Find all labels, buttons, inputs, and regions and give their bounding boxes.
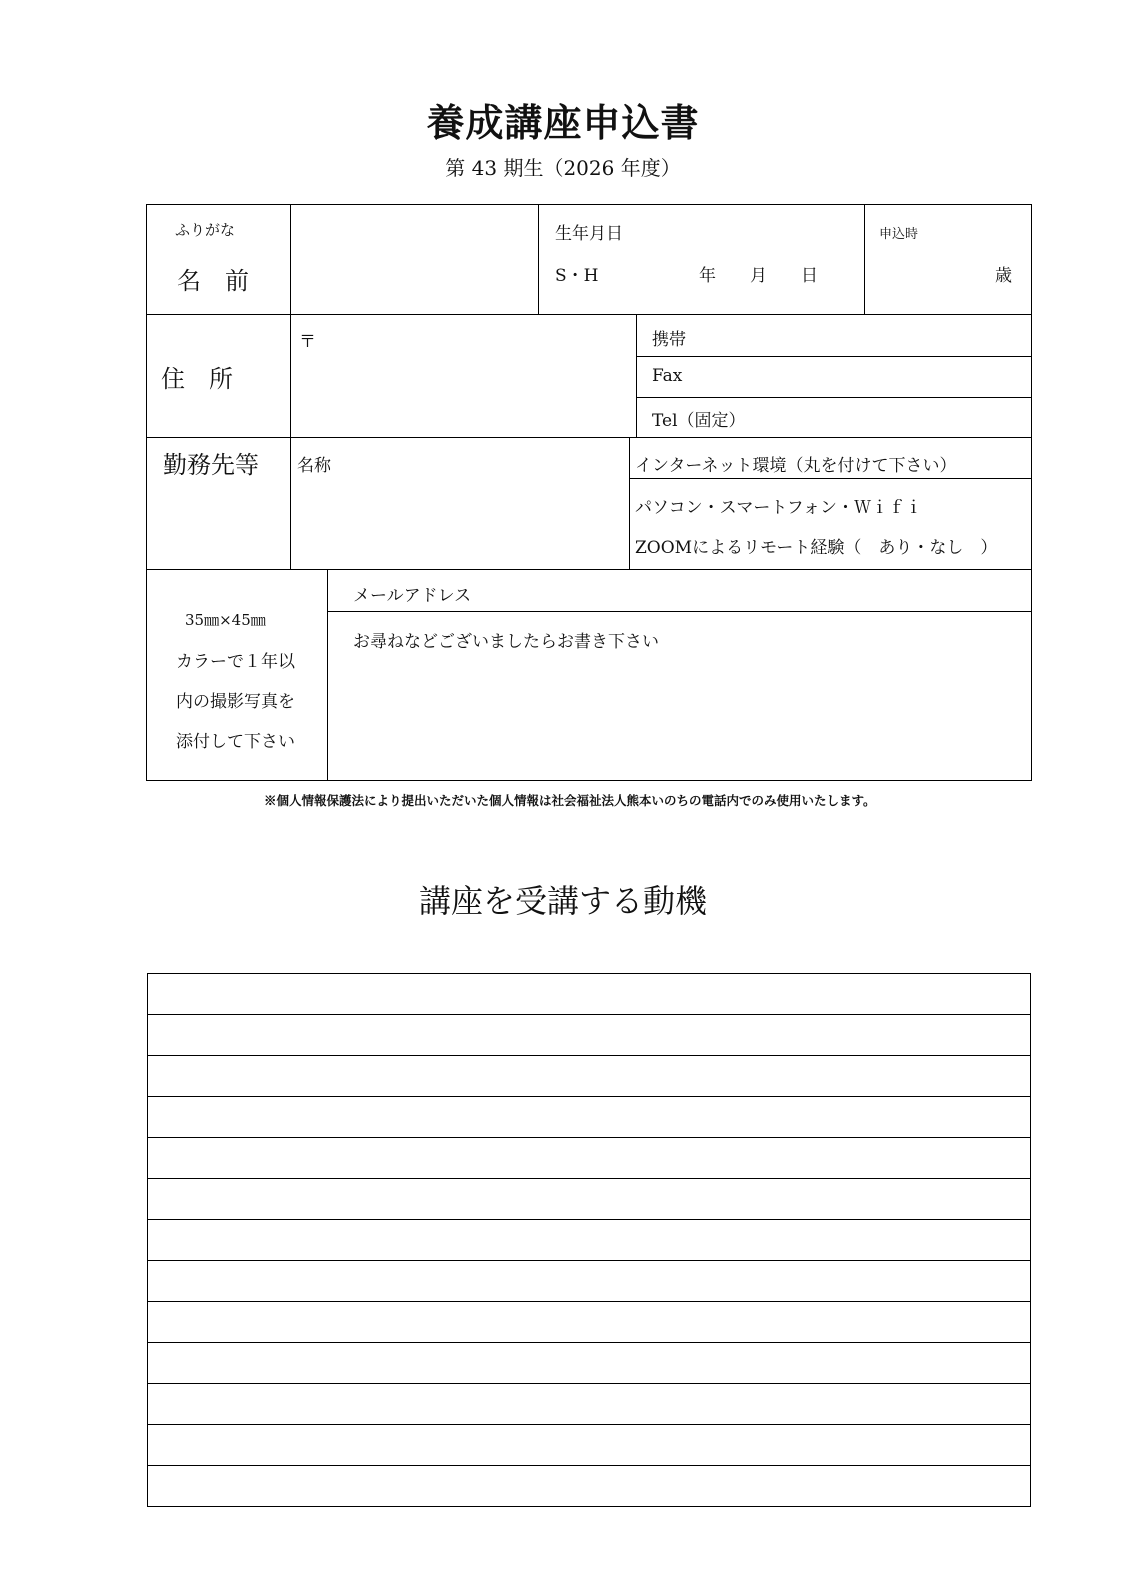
email-input[interactable] <box>507 571 1029 609</box>
address-label: 住 所 <box>161 365 233 393</box>
furigana-label: ふりがな <box>175 221 236 239</box>
tel-label: Tel（固定） <box>652 411 746 431</box>
photo-instruction-line: 添付して下さい <box>176 732 295 752</box>
birthdate-input[interactable] <box>540 245 862 312</box>
photo-size-note: 35㎜×45㎜ <box>185 611 266 629</box>
motive-line[interactable] <box>148 1138 1030 1179</box>
motive-section-title: 講座を受講する動機 <box>418 882 707 920</box>
internet-label: インターネット環境（丸を付けて下さい） <box>635 456 957 476</box>
page-title: 養成講座申込書 <box>426 100 700 145</box>
workplace-name-label: 名称 <box>297 456 331 476</box>
birthdate-label: 生年月日 <box>555 224 623 244</box>
photo-instruction-line: カラーで１年以 <box>176 652 295 672</box>
day-label: 日 <box>801 266 818 286</box>
motive-line[interactable] <box>148 1220 1030 1261</box>
mobile-label: 携帯 <box>652 330 686 350</box>
inquiry-label: お尋ねなどございましたらお書き下さい <box>353 632 659 652</box>
fax-input[interactable] <box>707 358 1029 395</box>
age-at-application-label: 申込時 <box>879 227 919 242</box>
email-label: メールアドレス <box>353 586 472 606</box>
tel-input[interactable] <box>757 399 1029 435</box>
fax-label: Fax <box>652 366 683 386</box>
privacy-note: ※個人情報保護法により提出いただいた個人情報は社会福祉法人熊本いのちの電話内でのみ使用いたします。 <box>264 793 876 808</box>
workplace-name-input[interactable] <box>342 439 626 567</box>
motive-line[interactable] <box>148 1384 1030 1425</box>
workplace-label: 勤務先等 <box>163 451 259 479</box>
motive-line[interactable] <box>148 1466 1030 1506</box>
inquiry-input[interactable] <box>329 655 1029 779</box>
address-input[interactable] <box>319 317 633 434</box>
year-label: 年 <box>699 266 716 286</box>
photo-box <box>147 571 327 780</box>
name-label: 名 前 <box>177 267 249 295</box>
era-label: S・H <box>555 266 599 286</box>
age-unit-label: 歳 <box>995 266 1012 286</box>
internet-options[interactable]: パソコン・スマートフォン・Ｗｉｆｉ <box>635 498 922 518</box>
motive-line[interactable] <box>148 1179 1030 1220</box>
month-label: 月 <box>750 266 767 286</box>
motive-line[interactable] <box>148 1261 1030 1302</box>
photo-instruction-line: 内の撮影写真を <box>176 692 295 712</box>
page-subtitle: 第 43 期生（2026 年度） <box>445 156 681 180</box>
mobile-input[interactable] <box>707 316 1029 354</box>
postal-mark: 〒 <box>299 332 316 352</box>
age-input[interactable] <box>866 245 986 312</box>
motive-line[interactable] <box>148 1097 1030 1138</box>
motive-line[interactable] <box>148 1302 1030 1343</box>
application-form-table <box>146 204 1032 781</box>
motive-line[interactable] <box>148 1343 1030 1384</box>
motive-line[interactable] <box>148 1425 1030 1466</box>
motive-line[interactable] <box>148 974 1030 1015</box>
motive-writing-area[interactable] <box>147 973 1031 1507</box>
motive-line[interactable] <box>148 1015 1030 1056</box>
name-input[interactable] <box>292 207 536 312</box>
motive-line[interactable] <box>148 1056 1030 1097</box>
zoom-experience-label[interactable]: ZOOMによるリモート経験（ あり・なし ） <box>635 538 998 558</box>
